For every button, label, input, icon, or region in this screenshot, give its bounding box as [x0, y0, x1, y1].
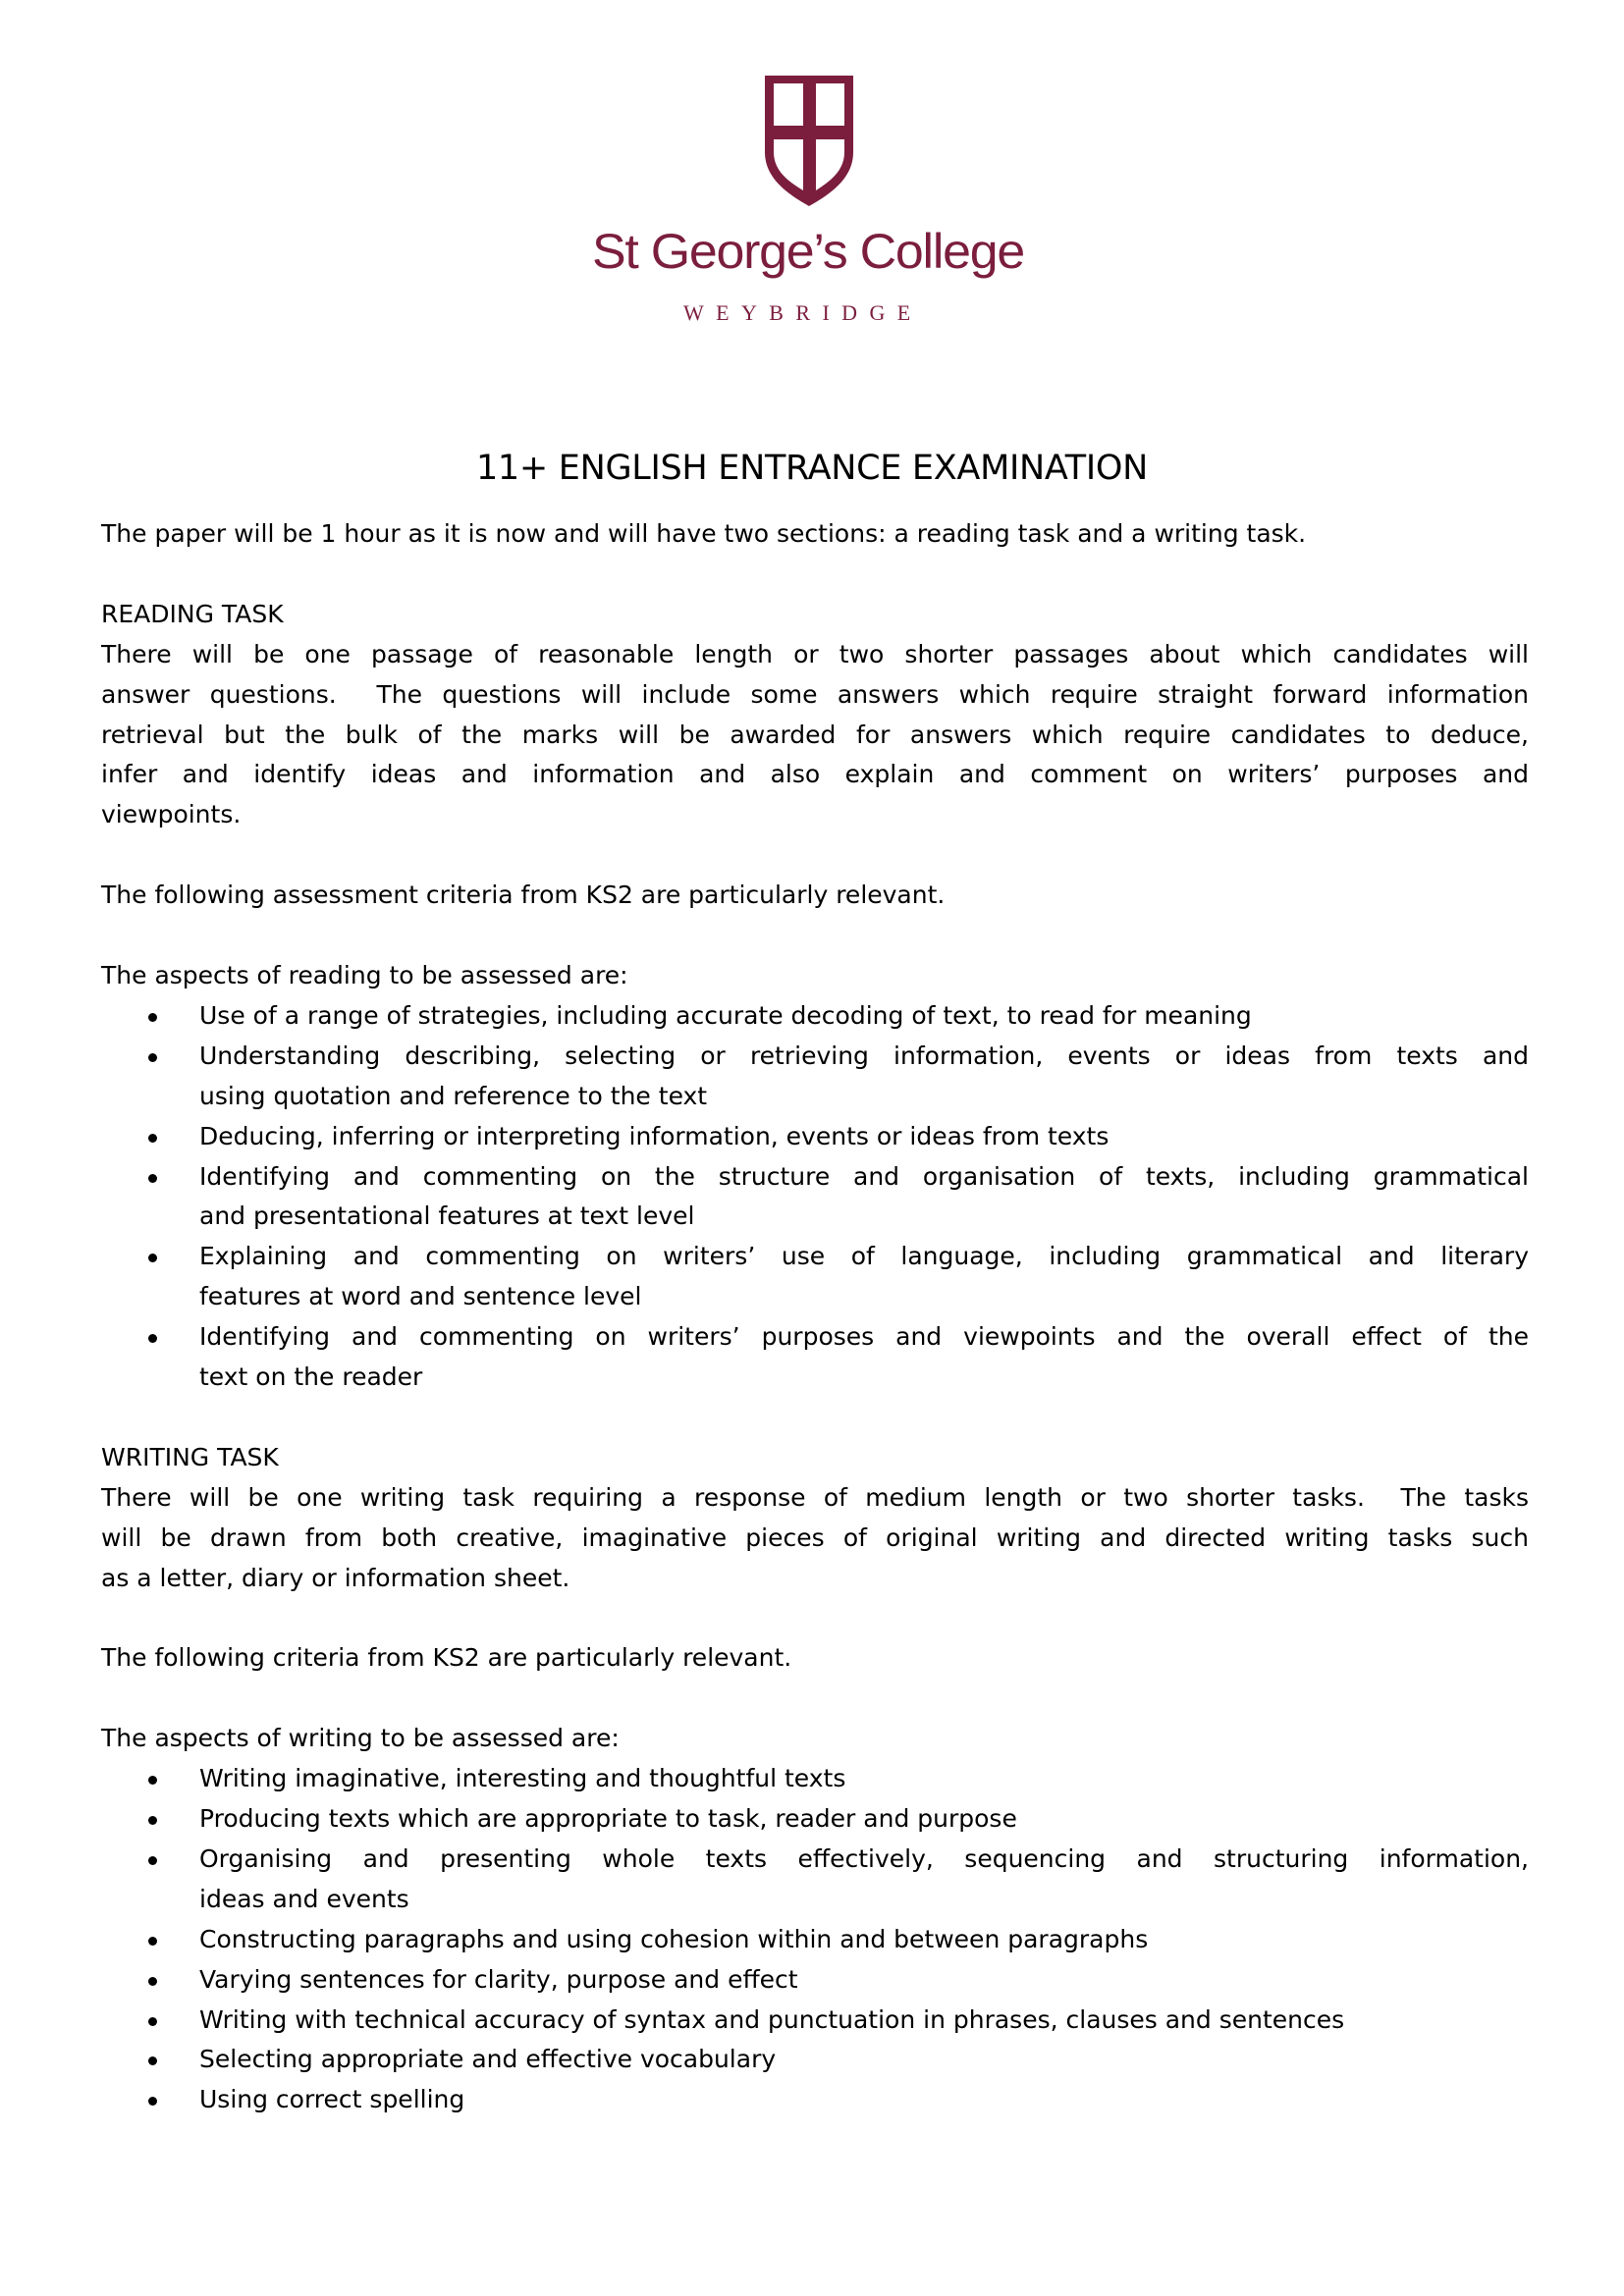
- blank-line: [101, 916, 1529, 956]
- writing-aspects-intro: The aspects of writing to be assessed are:: [101, 1724, 620, 1753]
- reading-paragraph-line: answer questions. The questions will include some answers which require straight forward information: [101, 679, 1529, 709]
- reading-paragraph-line: There will be one passage of reasonable length or two shorter passages about which candidates will: [101, 639, 1529, 668]
- list-item: [101, 1840, 1529, 1920]
- list-item-text: text on the reader: [199, 1362, 423, 1392]
- list-item-text: and presentational features at text level: [199, 1201, 695, 1231]
- list-item-text: features at word and sentence level: [199, 1282, 642, 1311]
- college-name: St George’s College: [592, 224, 1024, 279]
- list-item: [101, 2001, 1529, 2041]
- list-item: [101, 1759, 1529, 1799]
- list-item-text: Identifying and commenting on writers’ purposes and viewpoints and the overall effect of the: [199, 1322, 1529, 1352]
- list-item-text: Using correct spelling: [199, 2085, 465, 2114]
- intro-text: The paper will be 1 hour as it is now and will have two sections: a reading task and a writing task.: [101, 519, 1307, 548]
- list-item: [101, 1317, 1529, 1398]
- list-item-text: Varying sentences for clarity, purpose and effect: [199, 1964, 798, 1994]
- list-item: [101, 2080, 1529, 2120]
- list-item: [101, 1237, 1529, 1317]
- bullet-icon: [148, 1134, 157, 1143]
- list-item-text: Selecting appropriate and effective vocabulary: [199, 2045, 777, 2074]
- writing-criteria-note: The following criteria from KS2 are particularly relevant.: [101, 1643, 792, 1673]
- list-item: [101, 1037, 1529, 1117]
- list-item-text: Producing texts which are appropriate to task, reader and purpose: [199, 1804, 1017, 1833]
- list-item: [101, 1157, 1529, 1238]
- writing-paragraph: [101, 1478, 1529, 1599]
- reading-criteria-note: The following assessment criteria from KS2 are particularly relevant.: [101, 881, 946, 910]
- bullet-icon: [148, 1816, 157, 1825]
- list-item-text: Identifying and commenting on the structure and organisation of texts, including grammatical: [199, 1161, 1529, 1191]
- bullet-icon: [148, 2056, 157, 2065]
- list-item: [101, 1799, 1529, 1840]
- list-item: [101, 1117, 1529, 1157]
- list-item-text: Use of a range of strategies, including accurate decoding of text, to read for meaning: [199, 1000, 1252, 1030]
- reading-paragraph-line: retrieval but the bulk of the marks will be awarded for answers which require candidates to deduce,: [101, 720, 1529, 749]
- bullet-icon: [148, 1174, 157, 1183]
- list-item: [101, 1920, 1529, 1960]
- list-item-text: Constructing paragraphs and using cohesion within and between paragraphs: [199, 1924, 1149, 1953]
- shield-cross-icon: [765, 76, 853, 206]
- reading-paragraph: [101, 635, 1529, 836]
- shield-quarter-top-left: [774, 83, 803, 126]
- list-item-text: ideas and events: [199, 1884, 409, 1913]
- blank-line: [101, 835, 1529, 876]
- list-item: [101, 996, 1529, 1037]
- bullet-icon: [148, 1937, 157, 1946]
- college-town: WEYBRIDGE: [683, 300, 923, 325]
- reading-aspects-list: [101, 996, 1529, 1398]
- list-item-text: using quotation and reference to the text: [199, 1081, 708, 1110]
- bullet-icon: [148, 1776, 157, 1785]
- reading-heading: READING TASK: [101, 599, 284, 628]
- reading-paragraph-line: infer and identify ideas and information and also explain and comment on writers’ purposes and: [101, 760, 1529, 789]
- blank-line: [101, 555, 1529, 595]
- list-item-text: Organising and presenting whole texts effectively, sequencing and structuring information,: [199, 1843, 1529, 1873]
- reading-paragraph-line: viewpoints.: [101, 800, 242, 829]
- list-item: [101, 2040, 1529, 2080]
- blank-line: [101, 1398, 1529, 1438]
- bullet-icon: [148, 2017, 157, 2026]
- document-body: [101, 514, 1529, 2120]
- list-item-text: Understanding describing, selecting or retrieving information, events or ideas from texts and: [199, 1041, 1529, 1070]
- blank-line: [101, 1598, 1529, 1638]
- list-item-text: Writing imaginative, interesting and thoughtful texts: [199, 1764, 846, 1793]
- reading-aspects-intro: The aspects of reading to be assessed are:: [101, 960, 628, 989]
- bullet-icon: [148, 1254, 157, 1262]
- list-item-text: Explaining and commenting on writers’ use of language, including grammatical and literary: [199, 1242, 1529, 1271]
- writing-paragraph-line: will be drawn from both creative, imaginative pieces of original writing and directed writing tasks such: [101, 1522, 1529, 1552]
- page-title: 11+ ENGLISH ENTRANCE EXAMINATION: [475, 449, 1149, 488]
- bullet-icon: [148, 1977, 157, 1986]
- shield-quarter-top-right: [816, 83, 844, 126]
- writing-aspects-list: [101, 1759, 1529, 2120]
- writing-heading: WRITING TASK: [101, 1442, 279, 1471]
- writing-paragraph-line: There will be one writing task requiring a response of medium length or two shorter tasks. The tasks: [101, 1482, 1529, 1512]
- bullet-icon: [148, 1053, 157, 1062]
- list-item-text: Deducing, inferring or interpreting information, events or ideas from texts: [199, 1121, 1110, 1150]
- list-item-text: Writing with technical accuracy of syntax and punctuation in phrases, clauses and sentences: [199, 2004, 1345, 2034]
- list-item: [101, 1960, 1529, 2001]
- bullet-icon: [148, 1334, 157, 1343]
- bullet-icon: [148, 2097, 157, 2106]
- blank-line: [101, 1679, 1529, 1719]
- bullet-icon: [148, 1013, 157, 1022]
- bullet-icon: [148, 1856, 157, 1865]
- writing-paragraph-line: as a letter, diary or information sheet.: [101, 1563, 570, 1592]
